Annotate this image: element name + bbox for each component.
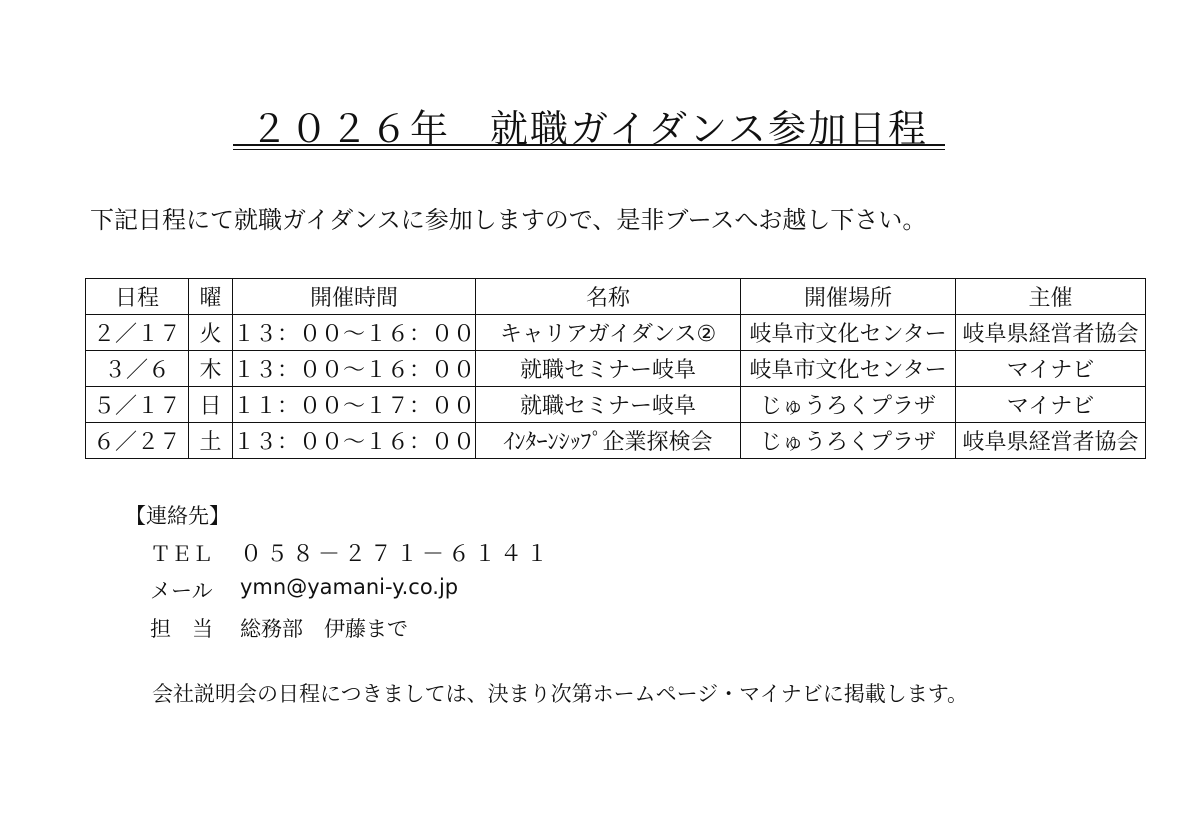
- cell-venue: 岐阜市文化センター: [741, 351, 956, 387]
- table-row: [86, 423, 1146, 459]
- cell-weekday: 火: [189, 315, 233, 351]
- page-title: ２０２６年 就職ガイダンス参加日程: [249, 107, 929, 151]
- cell-event-name: 就職セミナー岐阜: [476, 351, 741, 387]
- table-header-row: [86, 279, 1146, 315]
- person-value: 総務部 伊藤まで: [240, 617, 408, 641]
- cell-organizer: マイナビ: [956, 351, 1146, 387]
- cell-date: ３／６: [86, 351, 189, 387]
- table-row: [86, 351, 1146, 387]
- title-underline-thin: [233, 149, 945, 150]
- cell-event-name: ｲﾝﾀｰﾝｼｯﾌﾟ企業探検会: [476, 423, 741, 459]
- header-weekday: 曜: [189, 279, 233, 315]
- cell-date: ６／２７: [86, 423, 189, 459]
- table-row: [86, 387, 1146, 423]
- cell-weekday: 日: [189, 387, 233, 423]
- cell-date: ５／１７: [86, 387, 189, 423]
- header-date: 日程: [86, 279, 189, 315]
- header-organizer: 主催: [956, 279, 1146, 315]
- cell-time: １１：００～１７：００: [233, 387, 476, 423]
- contact-heading: 【連絡先】: [125, 504, 230, 528]
- cell-venue: 岐阜市文化センター: [741, 315, 956, 351]
- cell-organizer: 岐阜県経営者協会: [956, 315, 1146, 351]
- table-row: [86, 315, 1146, 351]
- cell-time: １３：００～１６：００: [233, 315, 476, 351]
- header-time: 開催時間: [233, 279, 476, 315]
- header-venue: 開催場所: [741, 279, 956, 315]
- intro-text: 下記日程にて就職ガイダンスに参加しますので、是非ブースへお越し下さい。: [90, 206, 927, 234]
- title-underline: [233, 144, 945, 146]
- tel-label: ＴＥＬ: [150, 542, 213, 566]
- footer-note: 会社説明会の日程につきましては、決まり次第ホームページ・マイナビに掲載します。: [152, 682, 969, 706]
- header-event-name: 名称: [476, 279, 741, 315]
- cell-venue: じゅうろくプラザ: [741, 423, 956, 459]
- cell-organizer: 岐阜県経営者協会: [956, 423, 1146, 459]
- cell-time: １３：００～１６：００: [233, 423, 476, 459]
- cell-organizer: マイナビ: [956, 387, 1146, 423]
- mail-value[interactable]: ymn@yamani-y.co.jp: [240, 575, 459, 599]
- mail-label: メール: [150, 579, 213, 603]
- cell-event-name: キャリアガイダンス②: [476, 315, 741, 351]
- cell-time: １３：００～１６：００: [233, 351, 476, 387]
- cell-weekday: 木: [189, 351, 233, 387]
- cell-event-name: 就職セミナー岐阜: [476, 387, 741, 423]
- cell-weekday: 土: [189, 423, 233, 459]
- tel-value: ０５８－２７１－６１４１: [240, 542, 553, 567]
- person-label: 担 当: [150, 617, 213, 641]
- cell-venue: じゅうろくプラザ: [741, 387, 956, 423]
- cell-date: ２／１７: [86, 315, 189, 351]
- schedule-table: [85, 278, 1146, 459]
